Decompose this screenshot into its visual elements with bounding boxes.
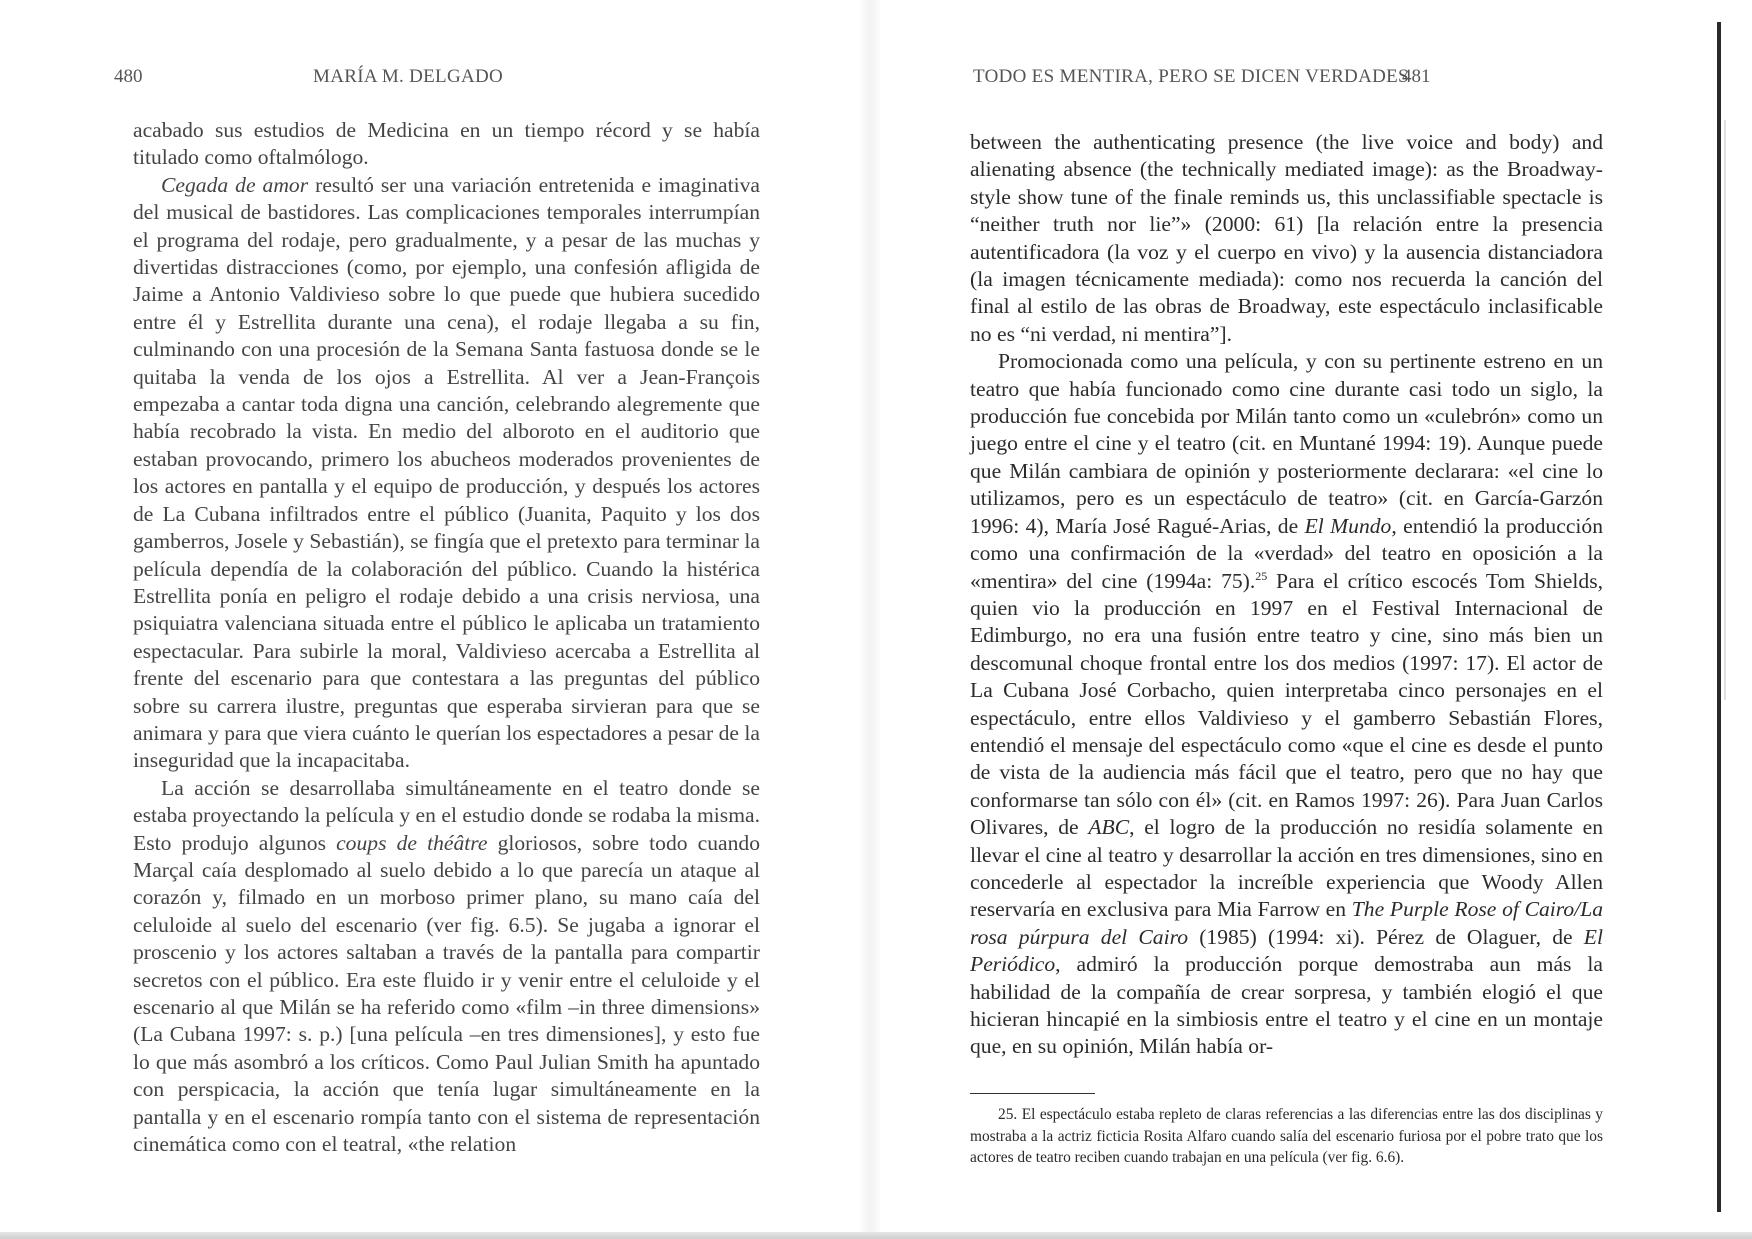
paragraph (970, 129, 1603, 348)
page-number: 481 (1402, 66, 1431, 87)
page-edge-shadow (1724, 120, 1726, 700)
running-head: TODO ES MENTIRA, PERO SE DICEN VERDADES (973, 66, 1409, 87)
right-page (870, 0, 1752, 1239)
text-run: between the authenticating presence (the live voice and body) and alienating absence (the technically mediated image): as the Broadway-style show tune of the finale reminds us, this unclassifiable spectacle is “neither truth nor lie”» (2000: 61) [la relación entre la presencia autentificadora (la voz y el cuerpo en vivo) y la ausencia distanciadora (la imagen técnicamente mediada): como nos recuerda la canción del final al estilo de las obras de Broadway, este espectáculo inclasificable no es “ni verdad, ni mentira”]. (970, 130, 1603, 346)
italic-text: coups de théâtre (336, 830, 488, 855)
footnote (970, 1104, 1603, 1169)
scan-bottom-edge (0, 1232, 1752, 1239)
page-edge-shadow (1717, 22, 1721, 1212)
italic-text: El Mundo (1304, 513, 1392, 538)
footnote-ref: 25 (1255, 568, 1268, 583)
text-run: , entendió la producción como una confirmación de la «verdad» del teatro en oposición a la «mentira» del cine (1994a: 75). (970, 513, 1603, 593)
text-run: , el logro de la producción no residía solamente en llevar el cine al teatro y desarrollar la acción en tres dimensiones, sino en concederle al espectador la increíble experiencia que Woody Allen reservaría en exclusiva para Mia Farrow en (970, 815, 1603, 922)
text-run: gloriosos, sobre todo cuando Marçal caía desplomado al suelo debido a lo que parecía un ataque al corazón y, filmado en un morboso primer plano, su mano caía del celuloide al suelo del escenario (ver fig. 6.5). Se jugaba a ignorar el proscenio y los actores saltaban a través de la pantalla para compartir secretos con el público. Era este fluido ir y venir entre el celuloide y el escenario al que Milán se ha referido como «film –in three dimensions» (La Cubana 1997: s. p.) [una película –en tres dimensiones], y esto fue lo que más asombró a los críticos. Como Paul Julian Smith ha apuntado con perspicacia, la acción que tenía lugar simultáneamente en la pantalla y en el escenario rompía tanto con el sistema de representación cinemática como con el teatral, «the relation (133, 830, 761, 1157)
paragraph (133, 775, 760, 1159)
text-run: , admiró la producción porque demostraba aun más la habilidad de la compañía de crear sorpresa, y también elogió el que hicieran hincapié en la simbiosis entre el teatro y el cine en un montaje que, en su opinión, Milán había or- (970, 952, 1603, 1059)
italic-text: The Purple Rose of Cairo/La rosa púrpura del Cairo (970, 897, 1604, 949)
text-run: La acción se desarrollaba simultáneamente en el teatro donde se estaba proyectando la película y en el estudio donde se rodaba la misma. Esto produjo algunos (133, 775, 760, 855)
left-page (0, 0, 870, 1239)
body-text (970, 129, 1603, 1061)
italic-text: ABC (1088, 815, 1130, 840)
text-run: Para el crítico escocés Tom Shields, quien vio la producción en 1997 en el Festival Internacional de Edimburgo, no era una fusión entre teatro y cine, sino más bien un descomunal choque frontal entre los dos medios (1997: 17). El actor de La Cubana José Corbacho, quien interpretaba cinco personajes en el espectáculo, entre ellos Valdivieso y el gamberro Sebastián Flores, entendió el mensaje del espectáculo como «que el cine es desde el punto de vista de la audiencia más fácil que el teatro, pero que no hay que conformarse tan sólo con él» (cit. en Ramos 1997: 26). Para Juan Carlos Olivares, de (970, 568, 1603, 840)
text-run: resultó ser una variación entretenida e imaginativa del musical de bastidores. Las complicaciones temporales interrumpían el programa del rodaje, pero gradualmente, y a pesar de las muchas y divertidas distracciones (como, por ejemplo, una confesión afligida de Jaime a Antonio Valdivieso sobre lo que puede que hubiera sucedido entre él y Estrellita durante una cena), el rodaje llegaba a su fin, culminando con una procesión de la Semana Santa fastuosa donde se le quitaba la venda de los ojos a Estrellita. Al ver a Jean-François empezaba a cantar toda digna una canción, celebrando alegremente que había recobrado la vista. En medio del alboroto en el auditorio que estaban provocando, primero los abucheos moderados provenientes de los actores en pantalla y el equipo de producción, y después los actores de La Cubana infiltrados entre el público (Juanita, Paquito y los dos gamberros, Josele y Sebastián), se fingía que el pretexto para terminar la película dependía de la colaboración del público. Cuando la histérica Estrellita ponía en peligro el rodaje debido a una crisis nerviosa, una psiquiatra valenciana situada entre el público le aplicaba un tratamiento espectacular. Para subirle la moral, Valdivieso acercaba a Estrellita al frente del escenario para que contestara a las preguntas del público sobre su carrera ilustre, preguntas que esperaba sirvieran para que se animara y para que viera cuánto le querían los espectadores a pesar de la inseguridad que la incapacitaba. (133, 172, 760, 773)
italic-text: Cegada de amor (161, 172, 309, 197)
text-run: (1985) (1994: xi). Pérez de Olaguer, de (1188, 924, 1584, 949)
paragraph (970, 348, 1603, 1061)
text-run: Promocionada como una película, y con su pertinente estreno en un teatro que había funcionado como cine durante casi todo un siglo, la producción fue concebida por Milán tanto como un «culebrón» como un juego entre el cine y el teatro (cit. en Muntané 1994: 19). Aunque puede que Milán cambiara de opinión y posteriormente declarara: «el cine lo utilizamos, pero es un espectáculo de teatro» (cit. en García-Garzón 1996: 4), María José Ragué-Arias, de (970, 349, 1603, 538)
footnote-text: 25. El espectáculo estaba repleto de claras referencias a las diferencias entre las dos disciplinas y mostraba a la actriz ficticia Rosita Alfaro cuando salía del escenario furiosa por el pobre trato que los actores de teatro reciben cuando trabajan en una película (ver fig. 6.6). (970, 1106, 1603, 1167)
running-head: MARÍA M. DELGADO (313, 66, 504, 87)
text-run: acabado sus estudios de Medicina en un tiempo récord y se había titulado como oftalmólogo. (133, 118, 760, 170)
paragraph (133, 117, 760, 172)
paragraph (133, 172, 760, 775)
footnote-rule (970, 1093, 1095, 1094)
italic-text: El Periódico (970, 924, 1603, 977)
body-text (133, 117, 760, 1158)
page-number: 480 (114, 66, 143, 87)
